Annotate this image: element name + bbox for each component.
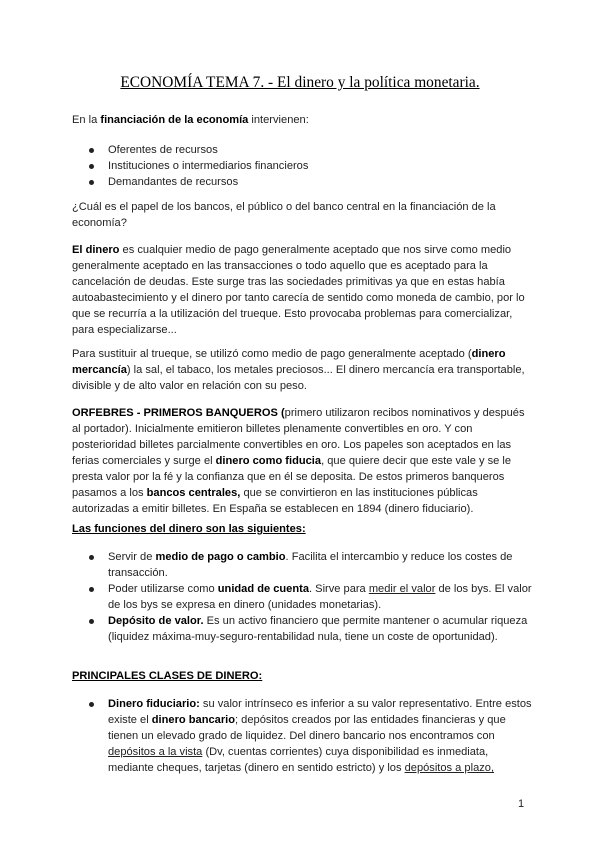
page-number: 1 [518, 798, 525, 810]
classes-heading: PRINCIPALES CLASES DE DINERO: [72, 670, 263, 682]
classes-list [72, 696, 532, 776]
intro-list [72, 142, 532, 190]
list-item: Servir de medio de pago o cambio. Facilita el intercambio y reduce los costes de transacción. [72, 549, 532, 581]
list-item: Instituciones o intermediarios financieros [72, 158, 532, 174]
page-title: ECONOMÍA TEMA 7. - El dinero y la política monetaria. [120, 74, 480, 91]
functions-heading: Las funciones del dinero son las siguientes: [72, 523, 306, 535]
question-paragraph: ¿Cuál es el papel de los bancos, el público o del banco central en la financiación de la economía? [72, 201, 496, 229]
functions-list [72, 549, 532, 645]
money-definition-paragraph: El dinero es cualquier medio de pago generalmente aceptado que nos sirve como medio generalmente aceptado en las transacciones o todo aquello que es aceptado para la cancelación de deudas. Este surge tras las sociedades primitivas ya que en estas había autoabastecimiento y el dinero por tanto carecía de sentido como moneda de cambio, por lo que se recurría a la utilización del trueque. Esto provocaba problemas para comercializar, para especializarse... [72, 244, 525, 336]
list-item: Demandantes de recursos [72, 174, 532, 190]
list-item: Depósito de valor. Es un activo financiero que permite mantener o acumular riqueza (liquidez máxima-muy-seguro-rentabilidad nula, tiene un coste de oportunidad). [72, 613, 532, 645]
list-item: Dinero fiduciario: su valor intrínseco es inferior a su valor representativo. Entre estos existe el dinero bancario; depósitos creados por las entidades financieras y que tienen un elevado grado de liquidez. Del dinero bancario nos encontramos con depósitos a la vista (Dv, cuentas corrientes) cuya disponibilidad es inmediata, mediante cheques, tarjetas (dinero en sentido estricto) y los depósitos a plazo, [72, 696, 532, 776]
list-item: Poder utilizarse como unidad de cuenta. Sirve para medir el valor de los bys. El valor de los bys se expresa en dinero (unidades monetarias). [72, 581, 532, 613]
list-item: Oferentes de recursos [72, 142, 532, 158]
orfebres-paragraph: ORFEBRES - PRIMEROS BANQUEROS (primero utilizaron recibos nominativos y después al portador). Inicialmente emitieron billetes plenamente convertibles en oro. Y con posterioridad billetes parcialmente convertibles en oro. Los papeles son aceptados en las ferias comerciales y surge el dinero como fiducia, que quiere decir que este vale y se le presta valor por la fé y la confianza que en él se deposita. De estos primeros banqueros pasamos a los bancos centrales, que se convirtieron en las instituciones públicas autorizadas a emitir billetes. En España se establecen en 1894 (dinero fiduciario). [72, 407, 525, 515]
intro-paragraph: En la financiación de la economía intervienen: [72, 114, 309, 126]
trueque-paragraph: Para sustituir al trueque, se utilizó como medio de pago generalmente aceptado (dinero mercancía) la sal, el tabaco, los metales preciosos... El dinero mercancía era transportable, divisible y de alto valor en relación con su peso. [72, 348, 525, 392]
